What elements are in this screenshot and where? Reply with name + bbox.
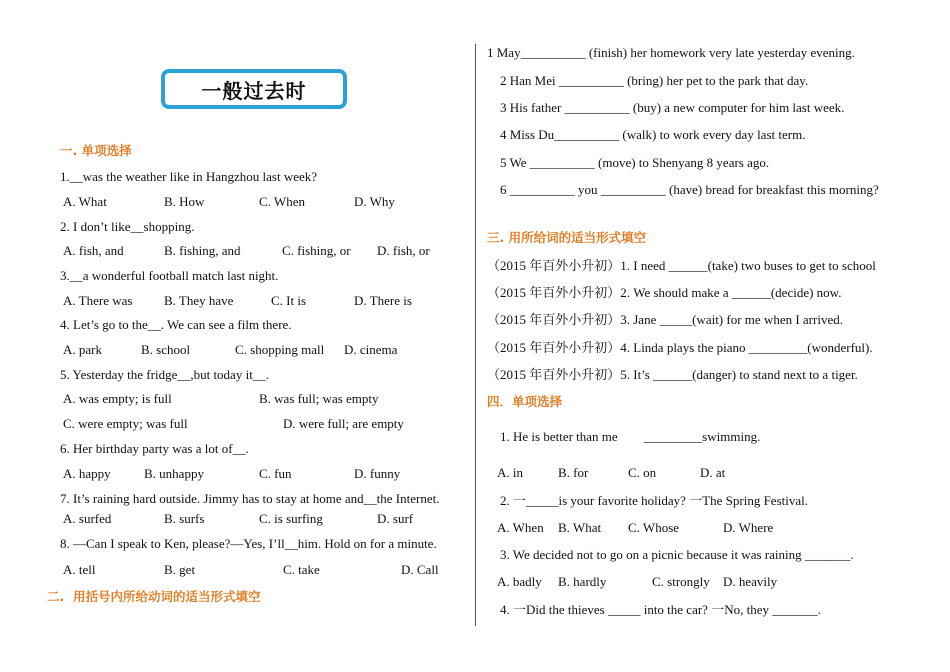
question-2: 2. I don’t like__shopping. bbox=[60, 219, 195, 234]
mc-question-3: 3. We decided not to go on a picnic because it was raining _______. bbox=[500, 547, 854, 562]
q5-option-d: D. were full; are empty bbox=[283, 416, 404, 431]
mc1-option-a: A. in bbox=[497, 465, 523, 480]
mc2-option-c: C. Whose bbox=[628, 520, 680, 535]
mc3-option-b: B. hardly bbox=[558, 574, 607, 589]
fill-item-4: 4 Miss Du__________ (walk) to work every day last term. bbox=[500, 127, 806, 142]
q6-option-b: B. unhappy bbox=[144, 466, 204, 481]
q3-option-c: C. It is bbox=[271, 293, 307, 308]
mc2-option-d: D. Where bbox=[723, 520, 774, 535]
q2-option-a: A. fish, and bbox=[63, 243, 124, 258]
mc1-option-c: C. on bbox=[628, 465, 657, 480]
section3-item-5: （2015 年百外小升初）5. It’s ______(danger) to stand next to a tiger. bbox=[487, 367, 858, 382]
question-1: 1.__was the weather like in Hangzhou last week? bbox=[60, 169, 318, 184]
q4-option-a: A. park bbox=[63, 342, 102, 357]
q4-option-b: B. school bbox=[141, 342, 191, 357]
section1-heading: 一. 单项选择 bbox=[60, 143, 132, 158]
section2-heading: 二. 用括号内所给动词的适当形式填空 bbox=[47, 589, 261, 604]
mc-question-1: 1. He is better than me _________swimming. bbox=[500, 429, 761, 444]
fill-item-1: 1 May__________ (finish) her homework very late yesterday evening. bbox=[487, 45, 855, 60]
section4-heading: 四．单项选择 bbox=[487, 394, 563, 409]
q5-option-a: A. was empty; is full bbox=[63, 391, 172, 406]
q7-option-a: A. surfed bbox=[63, 511, 112, 526]
section3-item-1: （2015 年百外小升初）1. I need ______(take) two buses to get to school bbox=[487, 258, 876, 273]
q6-option-a: A. happy bbox=[63, 466, 111, 481]
section3-item-4: （2015 年百外小升初）4. Linda plays the piano _________(wonderful). bbox=[487, 340, 873, 355]
q1-option-c: C. When bbox=[259, 194, 305, 209]
q4-option-c: C. shopping mall bbox=[235, 342, 325, 357]
fill-item-2: 2 Han Mei __________ (bring) her pet to the park that day. bbox=[500, 73, 809, 88]
mc3-option-a: A. badly bbox=[497, 574, 542, 589]
question-5: 5. Yesterday the fridge__,but today it__. bbox=[60, 367, 270, 382]
fill-item-6: 6 __________ you __________ (have) bread for breakfast this morning? bbox=[500, 182, 879, 197]
q3-option-a: A. There was bbox=[63, 293, 133, 308]
mc2-option-b: B. What bbox=[558, 520, 602, 535]
q1-option-d: D. Why bbox=[354, 194, 395, 209]
q2-option-d: D. fish, or bbox=[377, 243, 430, 258]
q8-option-b: B. get bbox=[164, 562, 196, 577]
q5-option-b: B. was full; was empty bbox=[259, 391, 379, 406]
section3-item-3: （2015 年百外小升初）3. Jane _____(wait) for me when I arrived. bbox=[487, 312, 843, 327]
q4-option-d: D. cinema bbox=[344, 342, 398, 357]
mc1-option-d: D. at bbox=[700, 465, 726, 480]
q7-option-b: B. surfs bbox=[164, 511, 205, 526]
question-3: 3.__a wonderful football match last night. bbox=[60, 268, 279, 283]
q1-option-a: A. What bbox=[63, 194, 107, 209]
question-4: 4. Let’s go to the__. We can see a film there. bbox=[60, 317, 292, 332]
q8-option-a: A. tell bbox=[63, 562, 96, 577]
q8-option-d: D. Call bbox=[401, 562, 439, 577]
question-7: 7. It’s raining hard outside. Jimmy has to stay at home and__the Internet. bbox=[60, 491, 440, 506]
page-title: 一般过去时 bbox=[161, 69, 347, 109]
mc3-option-c: C. strongly bbox=[652, 574, 710, 589]
mc3-option-d: D. heavily bbox=[723, 574, 778, 589]
question-8: 8. —Can I speak to Ken, please?—Yes, I’ll__him. Hold on for a minute. bbox=[60, 536, 437, 551]
mc2-option-a: A. When bbox=[497, 520, 544, 535]
section3-heading: 三. 用所给词的适当形式填空 bbox=[487, 230, 647, 245]
q1-option-b: B. How bbox=[164, 194, 205, 209]
q8-option-c: C. take bbox=[283, 562, 320, 577]
section3-item-2: （2015 年百外小升初）2. We should make a ______(decide) now. bbox=[487, 285, 842, 300]
mc-question-4: 4. 一Did the thieves _____ into the car? 一No, they _______. bbox=[500, 602, 821, 617]
question-6: 6. Her birthday party was a lot of__. bbox=[60, 441, 249, 456]
fill-item-5: 5 We __________ (move) to Shenyang 8 years ago. bbox=[500, 155, 770, 170]
q2-option-c: C. fishing, or bbox=[282, 243, 351, 258]
mc-question-2: 2. 一_____is your favorite holiday? 一The Spring Festival. bbox=[500, 493, 808, 508]
fill-item-3: 3 His father __________ (buy) a new computer for him last week. bbox=[500, 100, 845, 115]
q7-option-d: D. surf bbox=[377, 511, 414, 526]
q6-option-d: D. funny bbox=[354, 466, 401, 481]
q3-option-b: B. They have bbox=[164, 293, 234, 308]
q3-option-d: D. There is bbox=[354, 293, 412, 308]
q6-option-c: C. fun bbox=[259, 466, 292, 481]
q7-option-c: C. is surfing bbox=[259, 511, 323, 526]
q5-option-c: C. were empty; was full bbox=[63, 416, 188, 431]
mc1-option-b: B. for bbox=[558, 465, 589, 480]
column-divider bbox=[475, 44, 476, 626]
q2-option-b: B. fishing, and bbox=[164, 243, 241, 258]
